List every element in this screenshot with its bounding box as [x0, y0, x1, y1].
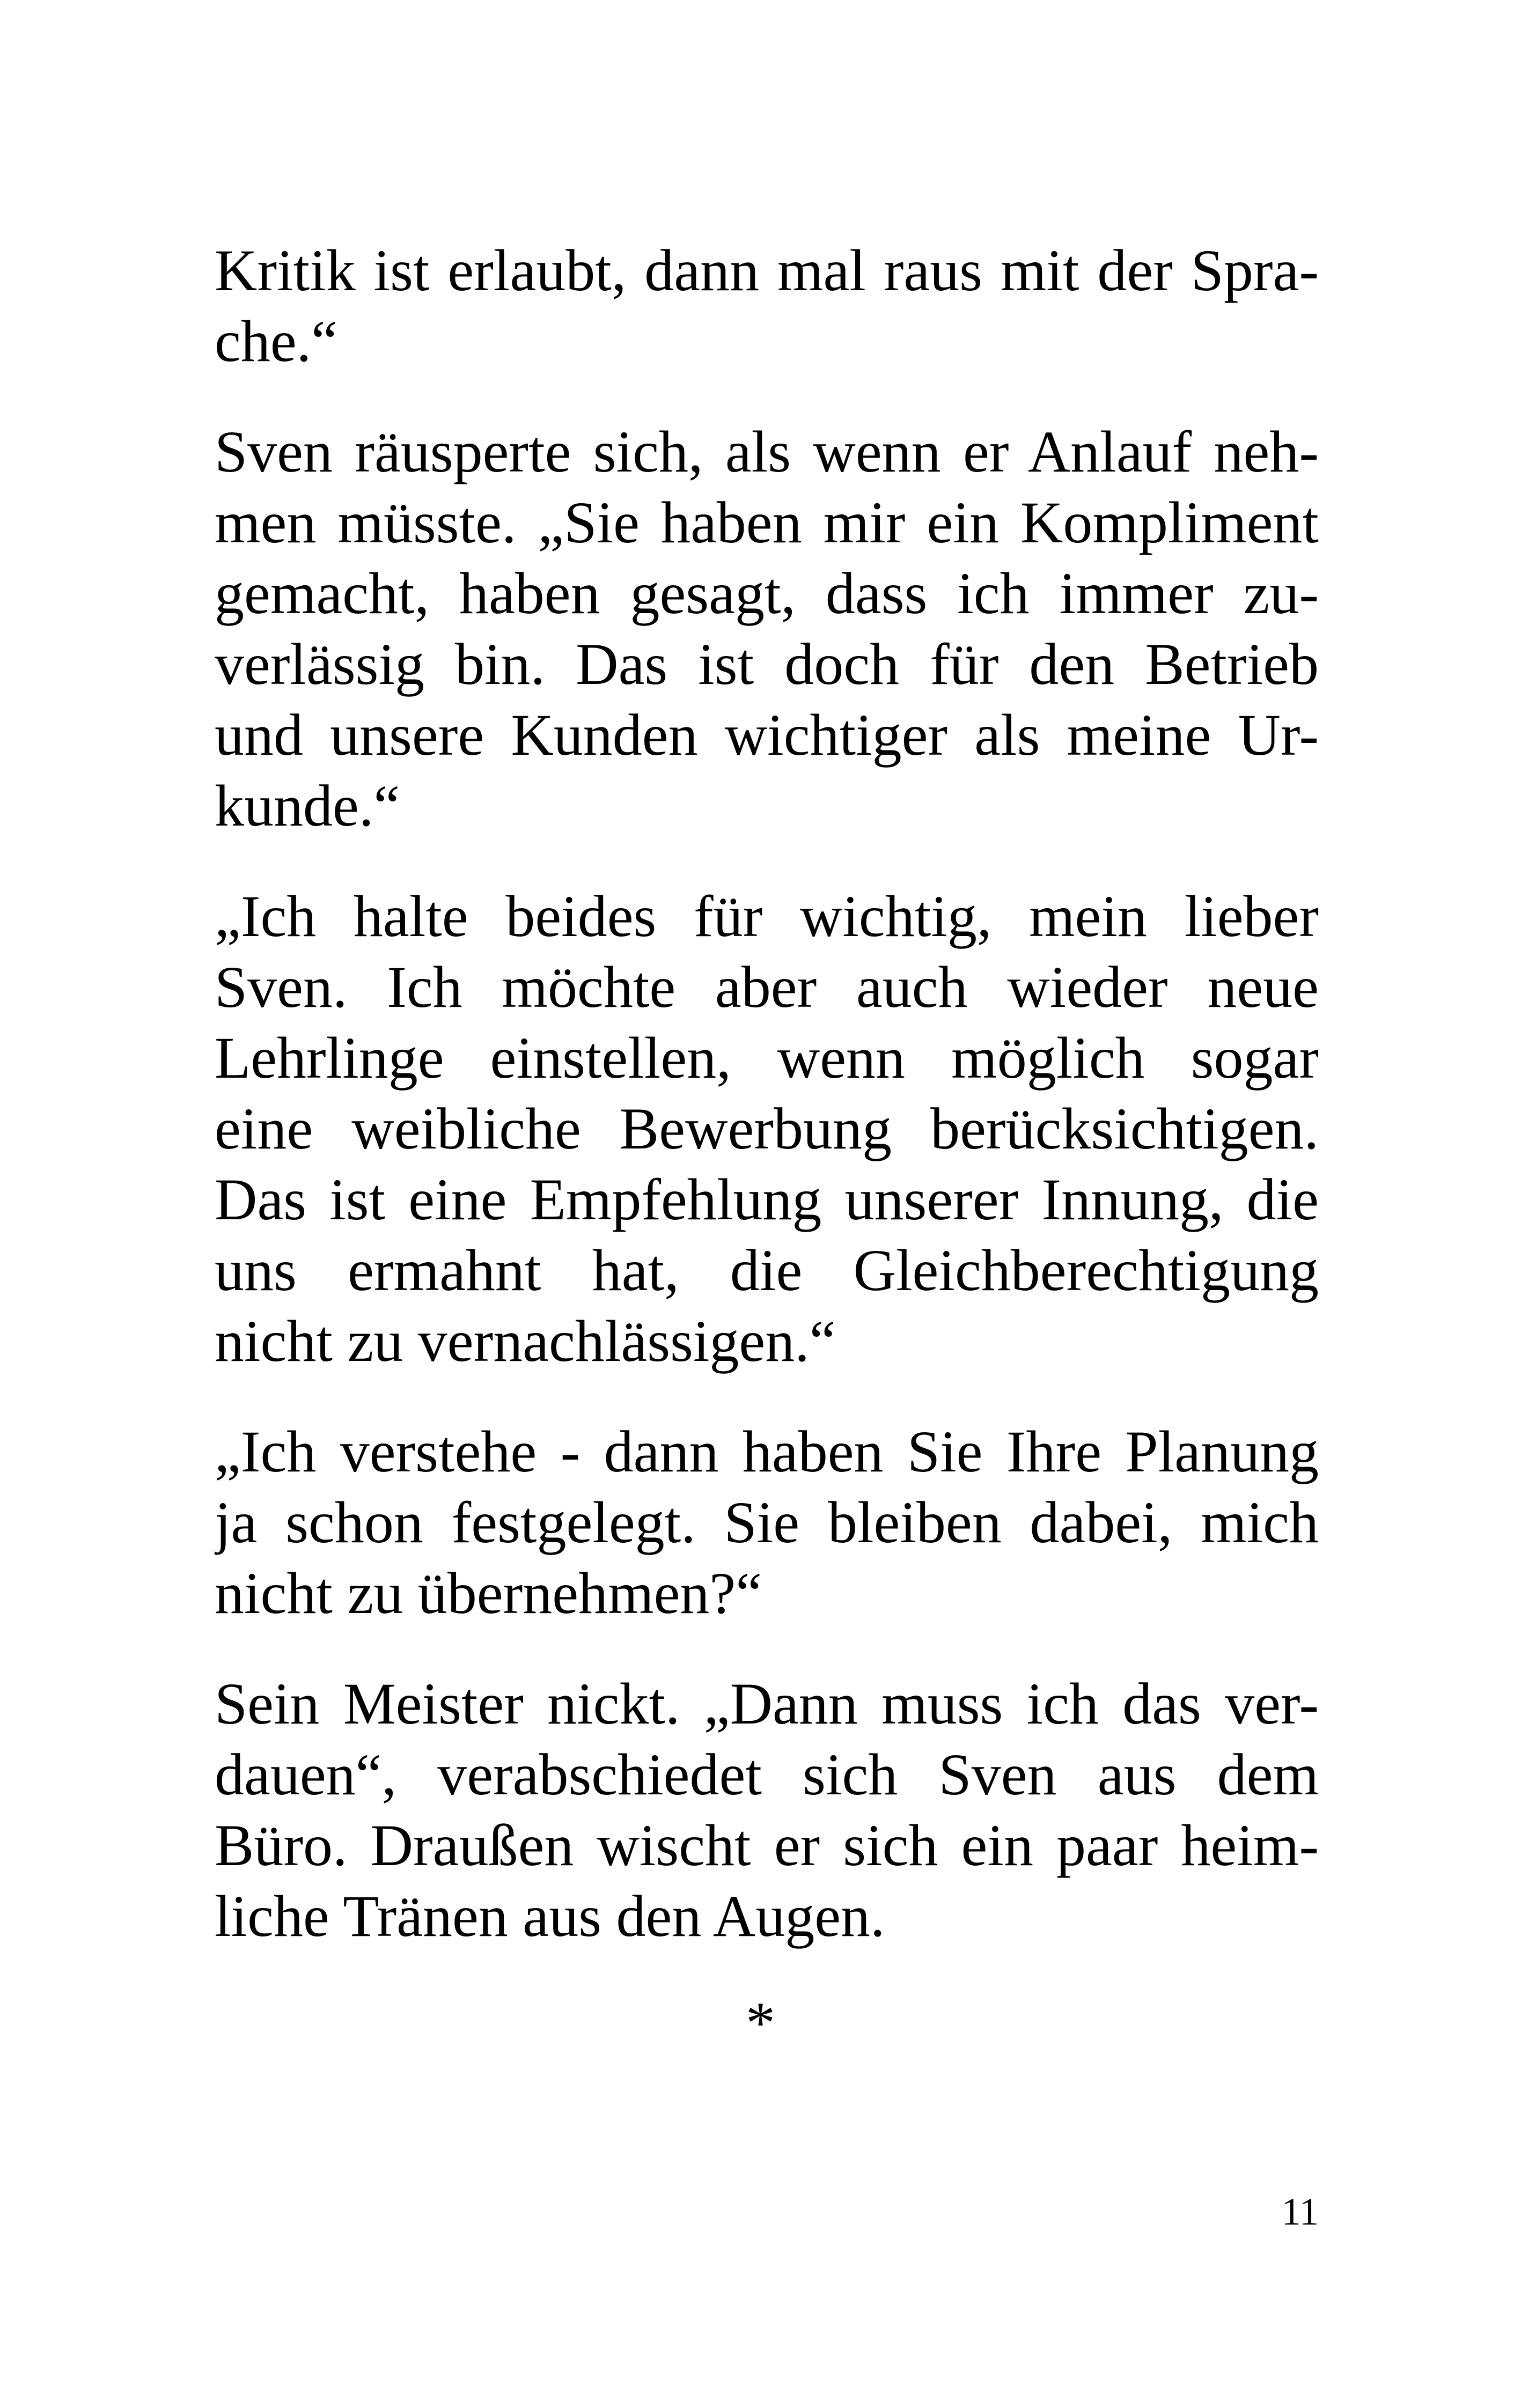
text-line: eine weibliche Bewerbung berücksichtigen.	[215, 1096, 1319, 1161]
paragraph-1	[215, 235, 1319, 377]
text-line: Sven räusperte sich, als wenn er Anlauf neh-	[215, 419, 1319, 484]
paragraph-4	[215, 1416, 1319, 1629]
page-number: 11	[1281, 2190, 1319, 2233]
paragraph-3	[215, 881, 1319, 1376]
text-line: ja schon festgelegt. Sie bleiben dabei, mich	[215, 1490, 1319, 1555]
text-line: „Ich verstehe - dann haben Sie Ihre Planung	[215, 1419, 1319, 1484]
text-line: men müsste. „Sie haben mir ein Kompliment	[215, 490, 1319, 555]
paragraph-5	[215, 1668, 1319, 1952]
text-line: Lehrlinge einstellen, wenn möglich sogar	[215, 1025, 1319, 1091]
text-line: Sein Meister nickt. „Dann muss ich das ver-	[215, 1671, 1319, 1736]
text-line: nicht zu übernehmen?“	[215, 1560, 762, 1626]
text-line: Kritik ist erlaubt, dann mal raus mit der Spra-	[215, 238, 1319, 303]
body-text	[215, 235, 1319, 1952]
text-line: Das ist eine Empfehlung unserer Innung, die	[215, 1167, 1319, 1232]
text-line: che.“	[215, 308, 337, 374]
paragraph-2	[215, 416, 1319, 841]
text-line: Büro. Draußen wischt er sich ein paar heim-	[215, 1813, 1319, 1878]
section-separator: *	[746, 1990, 775, 2056]
text-line: gemacht, haben gesagt, dass ich immer zu-	[215, 561, 1319, 626]
text-line: kunde.“	[215, 773, 400, 838]
text-line: uns ermahnt hat, die Gleichberechtigung	[215, 1238, 1319, 1303]
text-line: Sven. Ich möchte aber auch wieder neue	[215, 954, 1319, 1020]
text-line: „Ich halte beides für wichtig, mein lieber	[215, 883, 1319, 949]
text-line: liche Tränen aus den Augen.	[215, 1883, 885, 1949]
text-line: dauen“, verabschiedet sich Sven aus dem	[215, 1742, 1319, 1807]
text-line: nicht zu vernachlässigen.“	[215, 1308, 836, 1374]
text-line: verlässig bin. Das ist doch für den Betrieb	[215, 631, 1319, 697]
text-line: und unsere Kunden wichtiger als meine Ur-	[215, 702, 1319, 768]
